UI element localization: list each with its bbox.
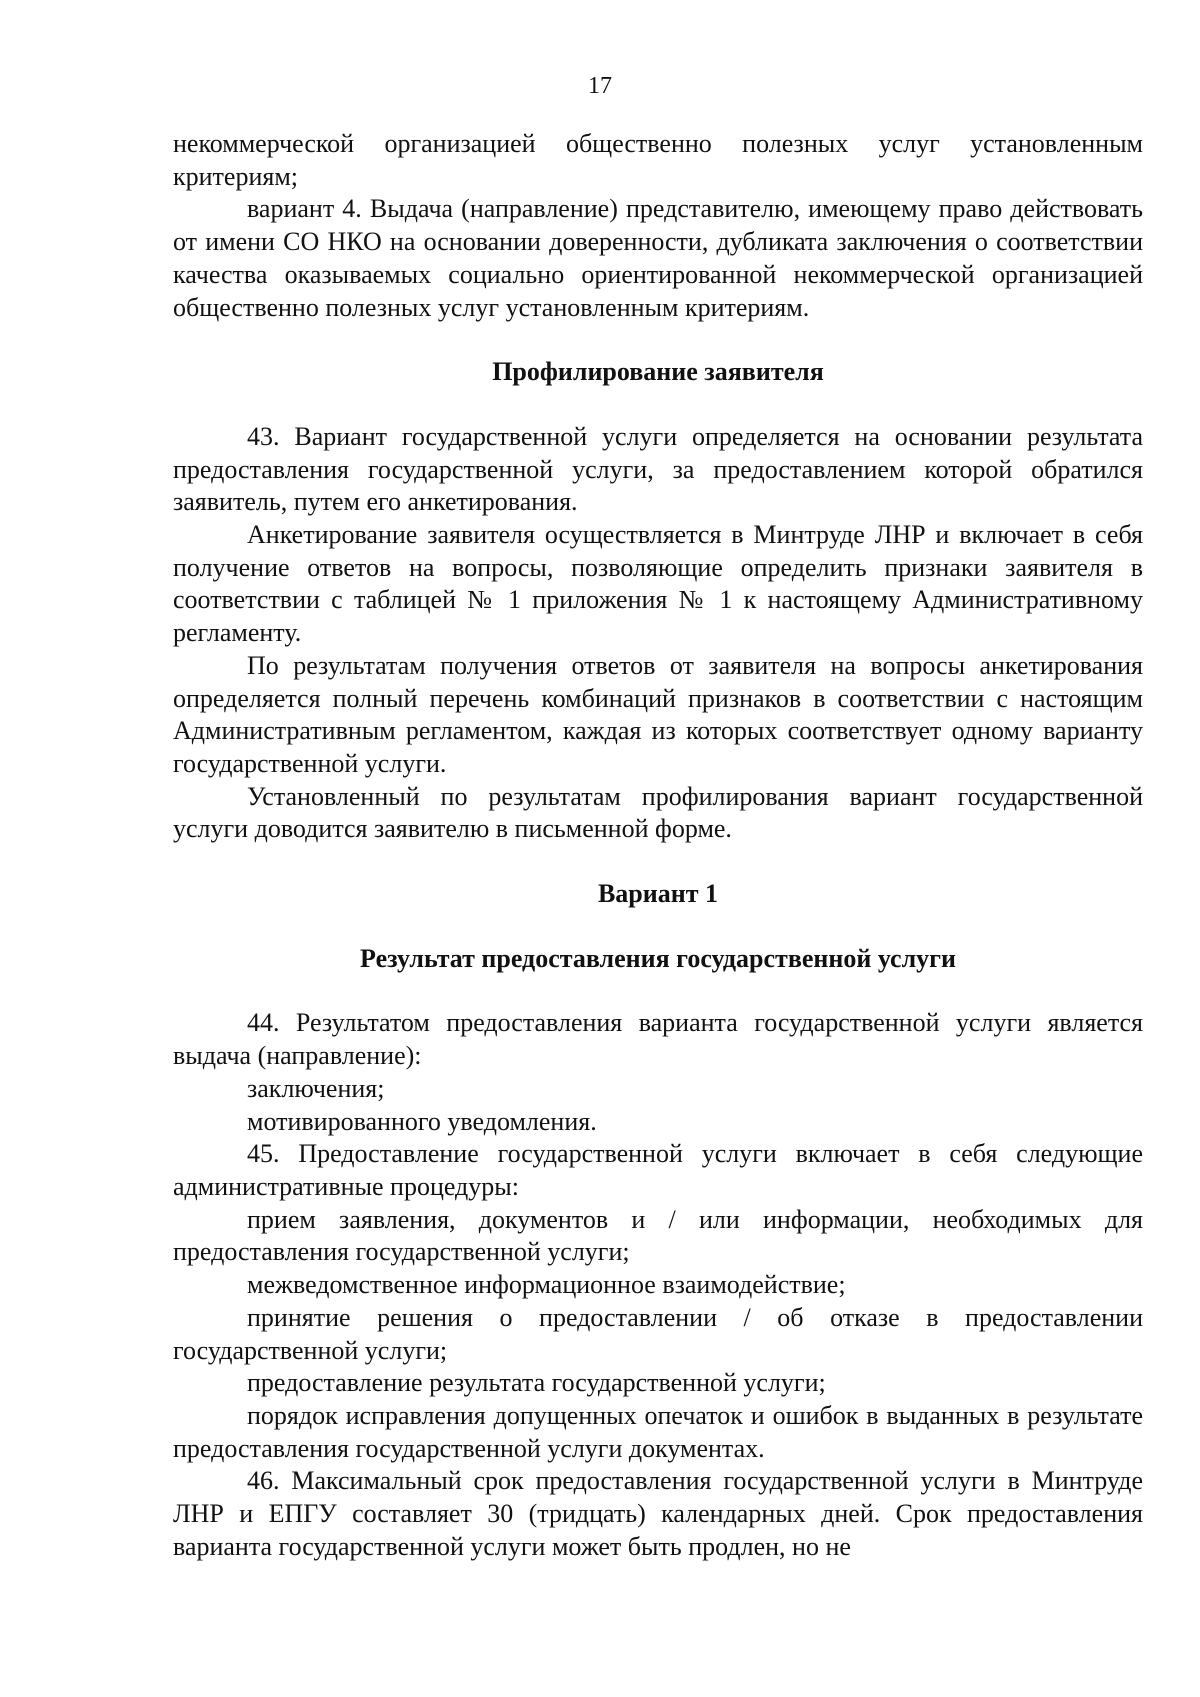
list-item-conclusion: заключения; xyxy=(247,1073,385,1103)
list-item-procedure-4: предоставление результата государственной услуги; xyxy=(247,1368,826,1398)
paragraph-46: 46. Максимальный срок предоставления государственной услуги в Минтруде ЛНР и ЕПГУ составляет 30 (тридцать) календарных дней. Срок предоставления варианта государственной услуги может быть продлен, но не xyxy=(173,1466,1143,1561)
list-item-procedure-2: межведомственное информационное взаимодействие; xyxy=(247,1270,846,1300)
document-body xyxy=(173,128,1143,1563)
paragraph-43: 43. Вариант государственной услуги определяется на основании результата предоставления государственной услуги, за предоставлением которой обратился заявитель, путем его анкетирования. xyxy=(173,421,1143,517)
list-item-procedure-5: порядок исправления допущенных опечаток и ошибок в выданных в результате предоставления государственной услуги документах. xyxy=(173,1400,1143,1463)
page-number: 17 xyxy=(588,73,612,99)
paragraph-established-variant: Установленный по результатам профилирования вариант государственной услуги доводится заявителю в письменной форме. xyxy=(173,781,1143,844)
paragraph-45: 45. Предоставление государственной услуги включает в себя следующие административные процедуры: xyxy=(173,1139,1143,1201)
list-item-procedure-1: прием заявления, документов и / или информации, необходимых для предоставления государственной услуги; xyxy=(173,1204,1143,1267)
paragraph-variant-4: вариант 4. Выдача (направление) представителю, имеющему право действовать от имени СО НКО на основании доверенности, дубликата заключения о соответствии качества оказываемых социально ориентированной некоммерческой организацией общественно полезных услуг установленным критериям. xyxy=(173,194,1143,322)
paragraph-continuation: некоммерческой организацией общественно полезных услуг установленным критериям; xyxy=(173,129,1143,191)
paragraph-questionnaire: Анкетирование заявителя осуществляется в Минтруде ЛНР и включает в себя получение ответов на вопросы, позволяющие определить признаки заявителя в соответствии с таблицей № 1 приложения № 1 к настоящему Административному регламенту. xyxy=(173,520,1143,648)
paragraph-44: 44. Результатом предоставления варианта государственной услуги является выдача (направление): xyxy=(173,1008,1143,1071)
paragraph-combinations: По результатам получения ответов от заявителя на вопросы анкетирования определяется полный перечень комбинаций признаков в соответствии с настоящим Административным регламентом, каждая из которых соответствует одному варианту государственной услуги. xyxy=(173,650,1143,778)
section-heading-profiling: Профилирование заявителя xyxy=(492,357,824,387)
section-heading-result: Результат предоставления государственной услуги xyxy=(360,943,956,973)
section-heading-variant-1: Вариант 1 xyxy=(597,879,719,909)
list-item-procedure-3: принятие решения о предоставлении / об отказе в предоставлении государственной услуги; xyxy=(173,1302,1143,1365)
list-item-notification: мотивированного уведомления. xyxy=(247,1106,597,1136)
